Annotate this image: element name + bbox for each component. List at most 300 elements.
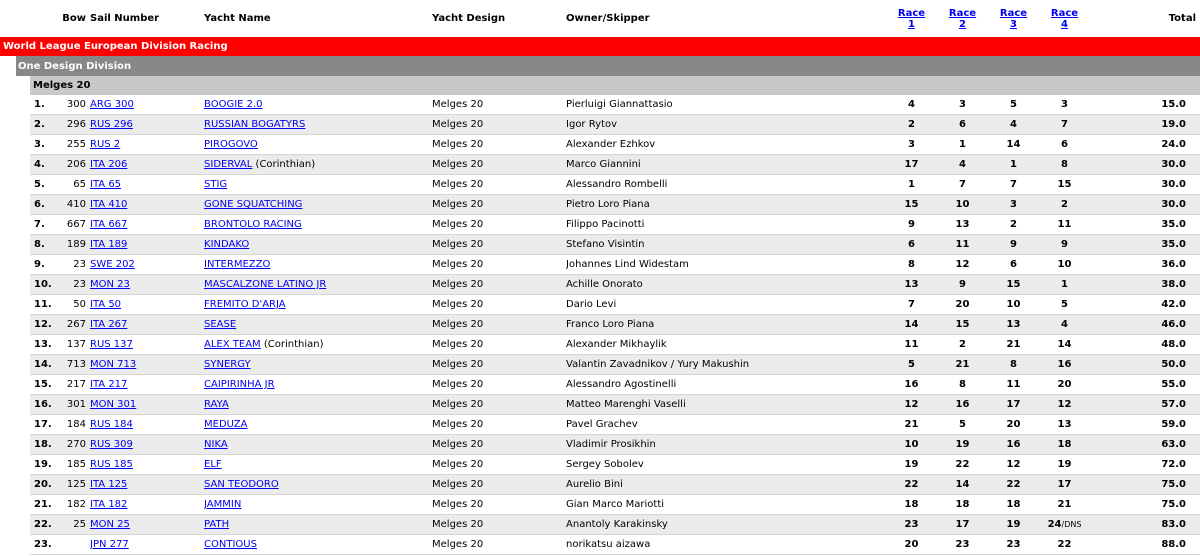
sail-number-link[interactable]: RUS 185 xyxy=(90,459,133,470)
yacht-name-link[interactable]: SEASE xyxy=(204,319,237,330)
race-4-word: Race xyxy=(1050,7,1079,19)
race-4-score: 1 xyxy=(1061,279,1068,290)
header-race-2-link[interactable] xyxy=(949,8,976,30)
race-4-score: 20 xyxy=(1057,379,1072,390)
race-2-score: 3 xyxy=(937,95,988,115)
yacht-design-cell: Melges 20 xyxy=(432,215,566,235)
yacht-name-link[interactable]: NIKA xyxy=(204,439,228,450)
result-row xyxy=(0,535,1200,555)
header-bow: Bow xyxy=(62,13,87,24)
race-3-score: 7 xyxy=(988,175,1039,195)
race-2-score: 13 xyxy=(937,215,988,235)
race-4-score-cell xyxy=(1039,255,1090,275)
owner-cell: Alessandro Agostinelli xyxy=(566,375,886,395)
total-cell: 88.0 xyxy=(1090,535,1200,555)
yacht-name-link[interactable]: JAMMIN xyxy=(204,499,242,510)
result-row xyxy=(0,395,1200,415)
result-row xyxy=(0,435,1200,455)
race-4-score-cell xyxy=(1039,295,1090,315)
race-3-score: 13 xyxy=(988,315,1039,335)
header-race-3-link[interactable] xyxy=(1000,8,1027,30)
bow-cell: 25 xyxy=(60,515,90,535)
race-2-score: 10 xyxy=(937,195,988,215)
race-3-score: 17 xyxy=(988,395,1039,415)
race-3-score: 2 xyxy=(988,215,1039,235)
total-cell: 75.0 xyxy=(1090,495,1200,515)
yacht-design-cell: Melges 20 xyxy=(432,315,566,335)
sail-number-link[interactable]: ITA 182 xyxy=(90,499,128,510)
result-row xyxy=(0,495,1200,515)
yacht-design-cell: Melges 20 xyxy=(432,495,566,515)
rank-cell: 6. xyxy=(30,195,60,215)
race-1-score: 16 xyxy=(886,375,937,395)
total-cell: 55.0 xyxy=(1090,375,1200,395)
yacht-design-cell: Melges 20 xyxy=(432,255,566,275)
result-row xyxy=(0,235,1200,255)
bow-cell: 296 xyxy=(60,115,90,135)
race-4-score: 14 xyxy=(1057,339,1072,350)
race-2-score: 12 xyxy=(937,255,988,275)
race-4-number: 4 xyxy=(1061,18,1068,30)
yacht-name-link[interactable]: INTERMEZZO xyxy=(204,259,271,270)
yacht-design-cell: Melges 20 xyxy=(432,475,566,495)
race-1-score: 3 xyxy=(886,135,937,155)
race-4-score-cell xyxy=(1039,495,1090,515)
race-4-score-cell xyxy=(1039,235,1090,255)
owner-cell: Pietro Loro Piana xyxy=(566,195,886,215)
rank-cell: 3. xyxy=(30,135,60,155)
sail-number-link[interactable]: ITA 206 xyxy=(90,159,128,170)
yacht-design-cell: Melges 20 xyxy=(432,195,566,215)
result-row xyxy=(0,95,1200,115)
total-cell: 48.0 xyxy=(1090,335,1200,355)
owner-cell: Alexander Ezhkov xyxy=(566,135,886,155)
race-4-score: 19 xyxy=(1057,459,1072,470)
total-cell: 72.0 xyxy=(1090,455,1200,475)
result-row xyxy=(0,315,1200,335)
owner-cell: Achille Onorato xyxy=(566,275,886,295)
rank-cell: 18. xyxy=(30,435,60,455)
race-2-score: 17 xyxy=(937,515,988,535)
race-3-score: 14 xyxy=(988,135,1039,155)
yacht-name-link[interactable]: ALEX TEAM xyxy=(204,339,261,350)
sail-number-link[interactable]: MON 713 xyxy=(90,359,137,370)
yacht-name-link[interactable]: ELF xyxy=(204,459,222,470)
rank-cell: 22. xyxy=(30,515,60,535)
race-1-score: 19 xyxy=(886,455,937,475)
race-4-score-cell xyxy=(1039,95,1090,115)
bow-cell: 713 xyxy=(60,355,90,375)
yacht-design-cell: Melges 20 xyxy=(432,455,566,475)
race-4-score: 18 xyxy=(1057,439,1072,450)
race-4-score: 2 xyxy=(1061,199,1068,210)
total-cell: 36.0 xyxy=(1090,255,1200,275)
sail-number-link[interactable]: ITA 410 xyxy=(90,199,128,210)
result-row xyxy=(0,295,1200,315)
rank-cell: 19. xyxy=(30,455,60,475)
race-2-score: 1 xyxy=(937,135,988,155)
race-4-score-cell xyxy=(1039,335,1090,355)
race-3-score: 23 xyxy=(988,535,1039,555)
rank-cell: 10. xyxy=(30,275,60,295)
race-2-score: 15 xyxy=(937,315,988,335)
rank-cell: 11. xyxy=(30,295,60,315)
result-row xyxy=(0,375,1200,395)
yacht-design-cell: Melges 20 xyxy=(432,275,566,295)
sail-number-link[interactable]: ITA 217 xyxy=(90,379,128,390)
rank-cell: 9. xyxy=(30,255,60,275)
yacht-design-cell: Melges 20 xyxy=(432,115,566,135)
race-1-score: 9 xyxy=(886,215,937,235)
race-4-score: 8 xyxy=(1061,159,1068,170)
yacht-design-cell: Melges 20 xyxy=(432,515,566,535)
yacht-name-link[interactable]: SIDERVAL xyxy=(204,159,253,170)
race-3-score: 20 xyxy=(988,415,1039,435)
total-cell: 50.0 xyxy=(1090,355,1200,375)
bow-cell: 667 xyxy=(60,215,90,235)
rank-cell: 14. xyxy=(30,355,60,375)
rank-cell: 5. xyxy=(30,175,60,195)
total-cell: 63.0 xyxy=(1090,435,1200,455)
race-2-score: 18 xyxy=(937,495,988,515)
sail-number-link[interactable]: MON 301 xyxy=(90,399,137,410)
race-1-score: 6 xyxy=(886,235,937,255)
race-1-score: 13 xyxy=(886,275,937,295)
yacht-note: (Corinthian) xyxy=(260,339,324,350)
yacht-name-link[interactable]: RAYA xyxy=(204,399,229,410)
race-3-score: 16 xyxy=(988,435,1039,455)
race-3-score: 1 xyxy=(988,155,1039,175)
header-row xyxy=(0,0,1200,37)
race-4-score: 13 xyxy=(1057,419,1072,430)
race-4-score-cell xyxy=(1039,215,1090,235)
race-4-score: 24 xyxy=(1047,519,1062,530)
sail-number-link[interactable]: RUS 137 xyxy=(90,339,133,350)
bow-cell: 267 xyxy=(60,315,90,335)
total-cell: 42.0 xyxy=(1090,295,1200,315)
race-2-score: 16 xyxy=(937,395,988,415)
race-4-score-cell xyxy=(1039,515,1090,535)
race-4-score-cell xyxy=(1039,455,1090,475)
race-4-score-cell xyxy=(1039,315,1090,335)
race-1-score: 2 xyxy=(886,115,937,135)
yacht-design-cell: Melges 20 xyxy=(432,235,566,255)
race-1-score: 12 xyxy=(886,395,937,415)
race-4-score-cell xyxy=(1039,415,1090,435)
rank-cell: 12. xyxy=(30,315,60,335)
total-cell: 30.0 xyxy=(1090,155,1200,175)
sail-number-link[interactable]: JPN 277 xyxy=(90,539,129,550)
rank-cell: 1. xyxy=(30,95,60,115)
header-sail-number: Sail Number xyxy=(90,13,160,24)
sail-number-link[interactable]: SWE 202 xyxy=(90,259,135,270)
race-2-score: 5 xyxy=(937,415,988,435)
race-1-score: 20 xyxy=(886,535,937,555)
owner-cell: Stefano Visintin xyxy=(566,235,886,255)
yacht-design-cell: Melges 20 xyxy=(432,415,566,435)
sail-number-link[interactable]: ITA 50 xyxy=(90,299,122,310)
sail-number-link[interactable]: MON 25 xyxy=(90,519,130,530)
bow-cell: 184 xyxy=(60,415,90,435)
yacht-name-link[interactable]: STIG xyxy=(204,179,228,190)
race-4-score: 21 xyxy=(1057,499,1072,510)
race-4-score-cell xyxy=(1039,275,1090,295)
race-1-word: Race xyxy=(897,7,926,19)
header-race-1-link[interactable] xyxy=(898,8,925,30)
result-row xyxy=(0,335,1200,355)
rank-cell: 15. xyxy=(30,375,60,395)
yacht-design-cell: Melges 20 xyxy=(432,295,566,315)
race-1-score: 5 xyxy=(886,355,937,375)
yacht-design-cell: Melges 20 xyxy=(432,175,566,195)
race-4-penalty: /DNS xyxy=(1061,520,1082,529)
yacht-name-link[interactable]: RUSSIAN BOGATYRS xyxy=(204,119,306,130)
yacht-name-link[interactable]: CONTIOUS xyxy=(204,539,257,550)
sail-number-link[interactable]: RUS 2 xyxy=(90,139,121,150)
class-title: Melges 20 xyxy=(30,76,1200,95)
result-row xyxy=(0,135,1200,155)
race-4-score-cell xyxy=(1039,195,1090,215)
race-3-score: 3 xyxy=(988,195,1039,215)
race-4-score-cell xyxy=(1039,435,1090,455)
race-2-score: 22 xyxy=(937,455,988,475)
bow-cell: 182 xyxy=(60,495,90,515)
owner-cell: Valantin Zavadnikov / Yury Makushin xyxy=(566,355,886,375)
race-2-score: 6 xyxy=(937,115,988,135)
sail-number-link[interactable]: RUS 309 xyxy=(90,439,133,450)
race-1-score: 22 xyxy=(886,475,937,495)
rank-cell: 17. xyxy=(30,415,60,435)
bow-cell: 300 xyxy=(60,95,90,115)
race-4-score: 22 xyxy=(1057,539,1072,550)
owner-cell: Matteo Marenghi Vaselli xyxy=(566,395,886,415)
race-4-score-cell xyxy=(1039,395,1090,415)
header-total: Total xyxy=(1168,13,1197,24)
bow-cell: 206 xyxy=(60,155,90,175)
race-3-score: 9 xyxy=(988,235,1039,255)
yacht-design-cell: Melges 20 xyxy=(432,375,566,395)
header-owner-skipper: Owner/Skipper xyxy=(566,13,650,24)
bow-cell: 65 xyxy=(60,175,90,195)
race-4-score-cell xyxy=(1039,115,1090,135)
owner-cell: Alessandro Rombelli xyxy=(566,175,886,195)
race-1-score: 18 xyxy=(886,495,937,515)
yacht-name-link[interactable]: PIROGOVO xyxy=(204,139,258,150)
race-2-number: 2 xyxy=(959,18,966,30)
race-3-score: 4 xyxy=(988,115,1039,135)
yacht-name-link[interactable]: GONE SQUATCHING xyxy=(204,199,303,210)
race-3-score: 18 xyxy=(988,495,1039,515)
total-cell: 59.0 xyxy=(1090,415,1200,435)
result-row xyxy=(0,475,1200,495)
owner-cell: Alexander Mikhaylik xyxy=(566,335,886,355)
race-4-score: 9 xyxy=(1061,239,1068,250)
total-cell: 30.0 xyxy=(1090,195,1200,215)
total-cell: 24.0 xyxy=(1090,135,1200,155)
header-yacht-name: Yacht Name xyxy=(204,13,271,24)
rank-cell: 8. xyxy=(30,235,60,255)
race-3-number: 3 xyxy=(1010,18,1017,30)
header-race-4-link[interactable] xyxy=(1051,8,1078,30)
rank-cell: 7. xyxy=(30,215,60,235)
race-3-score: 12 xyxy=(988,455,1039,475)
owner-cell: Aurelio Bini xyxy=(566,475,886,495)
yacht-name-link[interactable]: BRONTOLO RACING xyxy=(204,219,302,230)
total-cell: 35.0 xyxy=(1090,215,1200,235)
race-3-score: 6 xyxy=(988,255,1039,275)
race-4-score-cell xyxy=(1039,175,1090,195)
rank-cell: 13. xyxy=(30,335,60,355)
rank-cell: 23. xyxy=(30,535,60,555)
result-row xyxy=(0,515,1200,535)
sail-number-link[interactable]: ITA 189 xyxy=(90,239,128,250)
race-2-score: 7 xyxy=(937,175,988,195)
race-1-score: 10 xyxy=(886,435,937,455)
result-row xyxy=(0,115,1200,135)
yacht-name-link[interactable]: CAIPIRINHA JR xyxy=(204,379,275,390)
race-1-score: 14 xyxy=(886,315,937,335)
race-2-score: 11 xyxy=(937,235,988,255)
yacht-design-cell: Melges 20 xyxy=(432,395,566,415)
race-3-score: 22 xyxy=(988,475,1039,495)
race-4-score-cell xyxy=(1039,135,1090,155)
race-4-score-cell xyxy=(1039,375,1090,395)
race-4-score-cell xyxy=(1039,475,1090,495)
owner-cell: Anantoly Karakinsky xyxy=(566,515,886,535)
race-1-score: 8 xyxy=(886,255,937,275)
bow-cell: 217 xyxy=(60,375,90,395)
bow-cell: 255 xyxy=(60,135,90,155)
race-4-score: 17 xyxy=(1057,479,1072,490)
race-1-number: 1 xyxy=(908,18,915,30)
race-4-score: 10 xyxy=(1057,259,1072,270)
race-2-score: 19 xyxy=(937,435,988,455)
class-header xyxy=(0,76,1200,95)
yacht-name-link[interactable]: MASCALZONE LATINO JR xyxy=(204,279,327,290)
subdivision-title: One Design Division xyxy=(16,56,1200,76)
sail-number-link[interactable]: ARG 300 xyxy=(90,99,134,110)
race-4-score: 15 xyxy=(1057,179,1072,190)
division-title: World League European Division Racing xyxy=(0,37,1200,56)
result-row xyxy=(0,455,1200,475)
result-row xyxy=(0,155,1200,175)
rank-cell: 20. xyxy=(30,475,60,495)
bow-cell: 270 xyxy=(60,435,90,455)
race-2-score: 14 xyxy=(937,475,988,495)
bow-cell: 301 xyxy=(60,395,90,415)
sail-number-link[interactable]: ITA 65 xyxy=(90,179,122,190)
race-2-score: 21 xyxy=(937,355,988,375)
result-row xyxy=(0,415,1200,435)
race-4-score-cell xyxy=(1039,155,1090,175)
race-4-score: 4 xyxy=(1061,319,1068,330)
race-1-score: 23 xyxy=(886,515,937,535)
yacht-name-link[interactable]: SYNERGY xyxy=(204,359,251,370)
result-row xyxy=(0,175,1200,195)
subdivision-header xyxy=(0,56,1200,76)
bow-cell: 137 xyxy=(60,335,90,355)
yacht-design-cell: Melges 20 xyxy=(432,335,566,355)
race-4-score: 11 xyxy=(1057,219,1072,230)
total-cell: 19.0 xyxy=(1090,115,1200,135)
race-3-score: 8 xyxy=(988,355,1039,375)
owner-cell: Vladimir Prosikhin xyxy=(566,435,886,455)
yacht-name-link[interactable]: FREMITO D'ARJA xyxy=(204,299,286,310)
yacht-name-link[interactable]: BOOGIE 2.0 xyxy=(204,99,263,110)
yacht-note: (Corinthian) xyxy=(252,159,316,170)
race-4-score: 5 xyxy=(1061,299,1068,310)
race-4-score: 6 xyxy=(1061,139,1068,150)
yacht-design-cell: Melges 20 xyxy=(432,435,566,455)
race-1-score: 1 xyxy=(886,175,937,195)
sail-number-link[interactable]: ITA 667 xyxy=(90,219,128,230)
race-1-score: 15 xyxy=(886,195,937,215)
sail-number-link[interactable]: ITA 267 xyxy=(90,319,128,330)
owner-cell: Johannes Lind Widestam xyxy=(566,255,886,275)
sail-number-link[interactable]: RUS 296 xyxy=(90,119,133,130)
bow-cell: 189 xyxy=(60,235,90,255)
result-row xyxy=(0,215,1200,235)
race-2-score: 2 xyxy=(937,335,988,355)
yacht-name-link[interactable]: MEDUZA xyxy=(204,419,248,430)
race-2-word: Race xyxy=(948,7,977,19)
owner-cell: norikatsu aizawa xyxy=(566,535,886,555)
rank-cell: 2. xyxy=(30,115,60,135)
race-1-score: 7 xyxy=(886,295,937,315)
owner-cell: Franco Loro Piana xyxy=(566,315,886,335)
yacht-design-cell: Melges 20 xyxy=(432,155,566,175)
race-4-score-cell xyxy=(1039,535,1090,555)
yacht-design-cell: Melges 20 xyxy=(432,355,566,375)
race-2-score: 23 xyxy=(937,535,988,555)
race-4-score: 16 xyxy=(1057,359,1072,370)
total-cell: 57.0 xyxy=(1090,395,1200,415)
total-cell: 46.0 xyxy=(1090,315,1200,335)
race-3-score: 10 xyxy=(988,295,1039,315)
total-cell: 38.0 xyxy=(1090,275,1200,295)
race-3-score: 15 xyxy=(988,275,1039,295)
bow-cell: 125 xyxy=(60,475,90,495)
race-2-score: 4 xyxy=(937,155,988,175)
owner-cell: Filippo Pacinotti xyxy=(566,215,886,235)
result-row xyxy=(0,195,1200,215)
yacht-name-link[interactable]: PATH xyxy=(204,519,230,530)
race-3-word: Race xyxy=(999,7,1028,19)
sail-number-link[interactable]: MON 23 xyxy=(90,279,130,290)
race-1-score: 11 xyxy=(886,335,937,355)
yacht-design-cell: Melges 20 xyxy=(432,135,566,155)
bow-cell xyxy=(60,535,90,555)
bow-cell: 185 xyxy=(60,455,90,475)
owner-cell: Dario Levi xyxy=(566,295,886,315)
race-3-score: 19 xyxy=(988,515,1039,535)
sail-number-link[interactable]: RUS 184 xyxy=(90,419,133,430)
owner-cell: Igor Rytov xyxy=(566,115,886,135)
race-4-score-cell xyxy=(1039,355,1090,375)
bow-cell: 50 xyxy=(60,295,90,315)
sail-number-link[interactable]: ITA 125 xyxy=(90,479,128,490)
bow-cell: 23 xyxy=(60,275,90,295)
race-1-score: 17 xyxy=(886,155,937,175)
header-yacht-design: Yacht Design xyxy=(432,13,506,24)
bow-cell: 410 xyxy=(60,195,90,215)
total-cell: 83.0 xyxy=(1090,515,1200,535)
owner-cell: Sergey Sobolev xyxy=(566,455,886,475)
owner-cell: Pierluigi Giannattasio xyxy=(566,95,886,115)
yacht-name-link[interactable]: KINDAKO xyxy=(204,239,250,250)
yacht-name-link[interactable]: SAN TEODORO xyxy=(204,479,279,490)
result-row xyxy=(0,355,1200,375)
